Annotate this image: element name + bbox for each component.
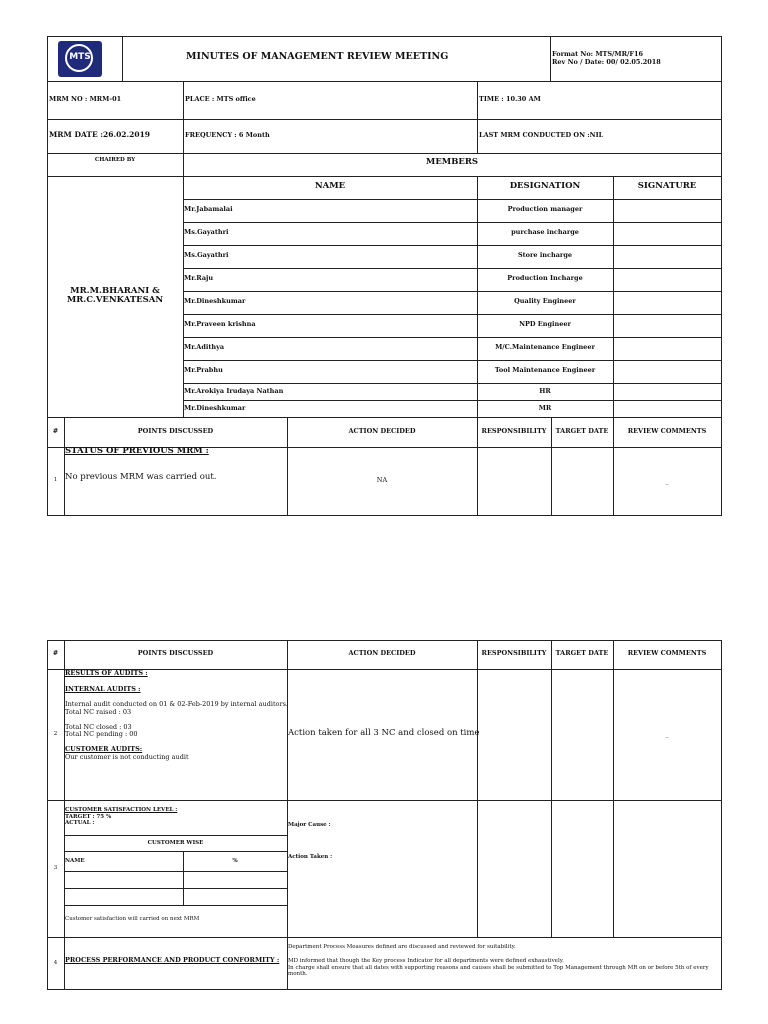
- internal-audits-heading: INTERNAL AUDITS :: [65, 685, 141, 693]
- member-name: Ms.Gayathri: [184, 251, 229, 259]
- satisfaction-target: TARGET : 75 %: [65, 814, 112, 820]
- members-name-header: NAME: [314, 181, 346, 191]
- item-4-heading: PROCESS PERFORMANCE AND PRODUCT CONFORMITY :: [65, 956, 280, 964]
- target-date-header: TARGET DATE: [555, 649, 609, 657]
- action-decided-header: ACTION DECIDED: [348, 649, 416, 657]
- member-designation: NPD Engineer: [519, 320, 571, 328]
- item-1-text: No previous MRM was carried out.: [65, 472, 217, 482]
- internal-audit-line: Internal audit conducted on 01 & 02-Feb-2019 by internal auditors.: [65, 700, 288, 708]
- item-2-number: 2: [53, 731, 58, 737]
- item-3-heading: CUSTOMER SATISFACTION LEVEL :: [65, 807, 178, 813]
- responsibility-header: RESPONSIBILITY: [481, 427, 547, 435]
- member-designation: Production Incharge: [507, 274, 583, 282]
- meeting-place: PLACE : MTS office: [185, 95, 256, 103]
- page-title: MINUTES OF MANAGEMENT REVIEW MEETING: [186, 51, 449, 62]
- responsibility-header: RESPONSIBILITY: [481, 649, 547, 657]
- logo-text: MTS: [69, 52, 91, 62]
- review-comments-header: REVIEW COMMENTS: [627, 649, 707, 657]
- member-designation: Tool Maintenance Engineer: [494, 366, 596, 374]
- review-comments-header: REVIEW COMMENTS: [627, 427, 707, 435]
- item-1-number: 1: [53, 477, 58, 483]
- item-2-heading: RESULTS OF AUDITS :: [65, 669, 148, 677]
- customer-percent-column: %: [232, 858, 238, 864]
- member-designation: M/C.Maintenance Engineer: [495, 343, 595, 351]
- points-num-header: #: [52, 649, 59, 657]
- action-taken-label: Action Taken :: [288, 854, 333, 860]
- points-discussed-header: POINTS DISCUSSED: [137, 649, 214, 657]
- member-name: Mr.Dineshkumar: [184, 297, 246, 305]
- mrm-number: MRM NO : MRM-01: [49, 95, 122, 103]
- chair-name-1: MR.M.BHARANI &: [70, 286, 160, 296]
- member-name: Mr.Dineshkumar: [184, 404, 246, 412]
- satisfaction-actual: ACTUAL :: [65, 820, 95, 826]
- member-name: Ms.Gayathri: [184, 228, 229, 236]
- points-discussed-header: POINTS DISCUSSED: [137, 427, 214, 435]
- major-cause-label: Major Cause :: [288, 822, 331, 828]
- target-date-header: TARGET DATE: [555, 427, 609, 435]
- revision-number: Rev No / Date: 00/ 02.05.2018: [552, 58, 661, 66]
- meeting-time: TIME : 10.30 AM: [479, 95, 541, 103]
- chair-name-2: MR.C.VENKATESAN: [66, 295, 164, 305]
- item-1-action: NA: [376, 476, 388, 484]
- item-4-number: 4: [53, 960, 58, 966]
- meeting-frequency: FREQUENCY : 6 Month: [185, 131, 270, 139]
- member-name: Mr.Raju: [184, 274, 214, 282]
- format-number: Format No: MTS/MR/F16: [552, 50, 644, 58]
- member-name: Mr.Praveen krishna: [184, 320, 256, 328]
- member-designation: MR: [538, 404, 552, 412]
- customer-wise-label: CUSTOMER WISE: [147, 840, 204, 846]
- customer-audits-heading: CUSTOMER AUDITS:: [65, 745, 143, 753]
- mrm-date: MRM DATE :26.02.2019: [49, 130, 151, 139]
- item-3-number: 3: [53, 865, 58, 871]
- points-num-header: #: [52, 427, 59, 435]
- customer-audits-text: Our customer is not conducting audit: [65, 753, 189, 761]
- item-1-heading: STATUS OF PREVIOUS MRM :: [65, 446, 209, 456]
- item-4-action-line: Department Process Measures defined are discussed and reviewed for suitability.: [288, 944, 516, 950]
- customer-name-column: NAME: [65, 858, 85, 864]
- member-name: Mr.Arokiya Irudaya Nathan: [184, 387, 284, 395]
- member-name: Mr.Jabamalai: [184, 205, 233, 213]
- member-designation: Production manager: [507, 205, 583, 213]
- member-designation: purchase incharge: [511, 228, 579, 236]
- item-1-review: _: [665, 477, 669, 485]
- item-2-action: Action taken for all 3 NC and closed on time: [288, 728, 480, 738]
- internal-audit-line: Total NC raised : 03: [65, 708, 132, 716]
- internal-audit-line: Total NC closed : 03: [65, 723, 132, 731]
- members-signature-header: SIGNATURE: [637, 181, 697, 191]
- item-4-action-line: MD informed that though the Key process Indicator for all departments were defined exhaustively.: [288, 958, 564, 964]
- member-name: Mr.Adithya: [184, 343, 225, 351]
- item-2-review: _: [665, 730, 669, 738]
- member-designation: HR: [539, 387, 551, 395]
- satisfaction-note: Customer satisfaction will carried on next MRM: [65, 916, 200, 922]
- item-4-action-line: In charge shall ensure that all dates with supporting reasons and causes shall be submitted to Top Management through MR on or before 5th of every: [288, 965, 709, 971]
- member-name: Mr.Prabhu: [184, 366, 223, 374]
- chaired-by-label: CHAIRED BY: [94, 157, 136, 163]
- member-designation: Store incharge: [517, 251, 573, 259]
- members-designation-header: DESIGNATION: [509, 181, 581, 191]
- internal-audit-line: Total NC pending : 00: [65, 730, 138, 738]
- member-designation: Quality Engineer: [514, 297, 576, 305]
- members-label: MEMBERS: [425, 157, 479, 167]
- action-decided-header: ACTION DECIDED: [348, 427, 416, 435]
- last-mrm-conducted: LAST MRM CONDUCTED ON :NIL: [479, 131, 604, 139]
- item-4-action-line: month.: [288, 971, 308, 977]
- company-logo: [58, 41, 102, 77]
